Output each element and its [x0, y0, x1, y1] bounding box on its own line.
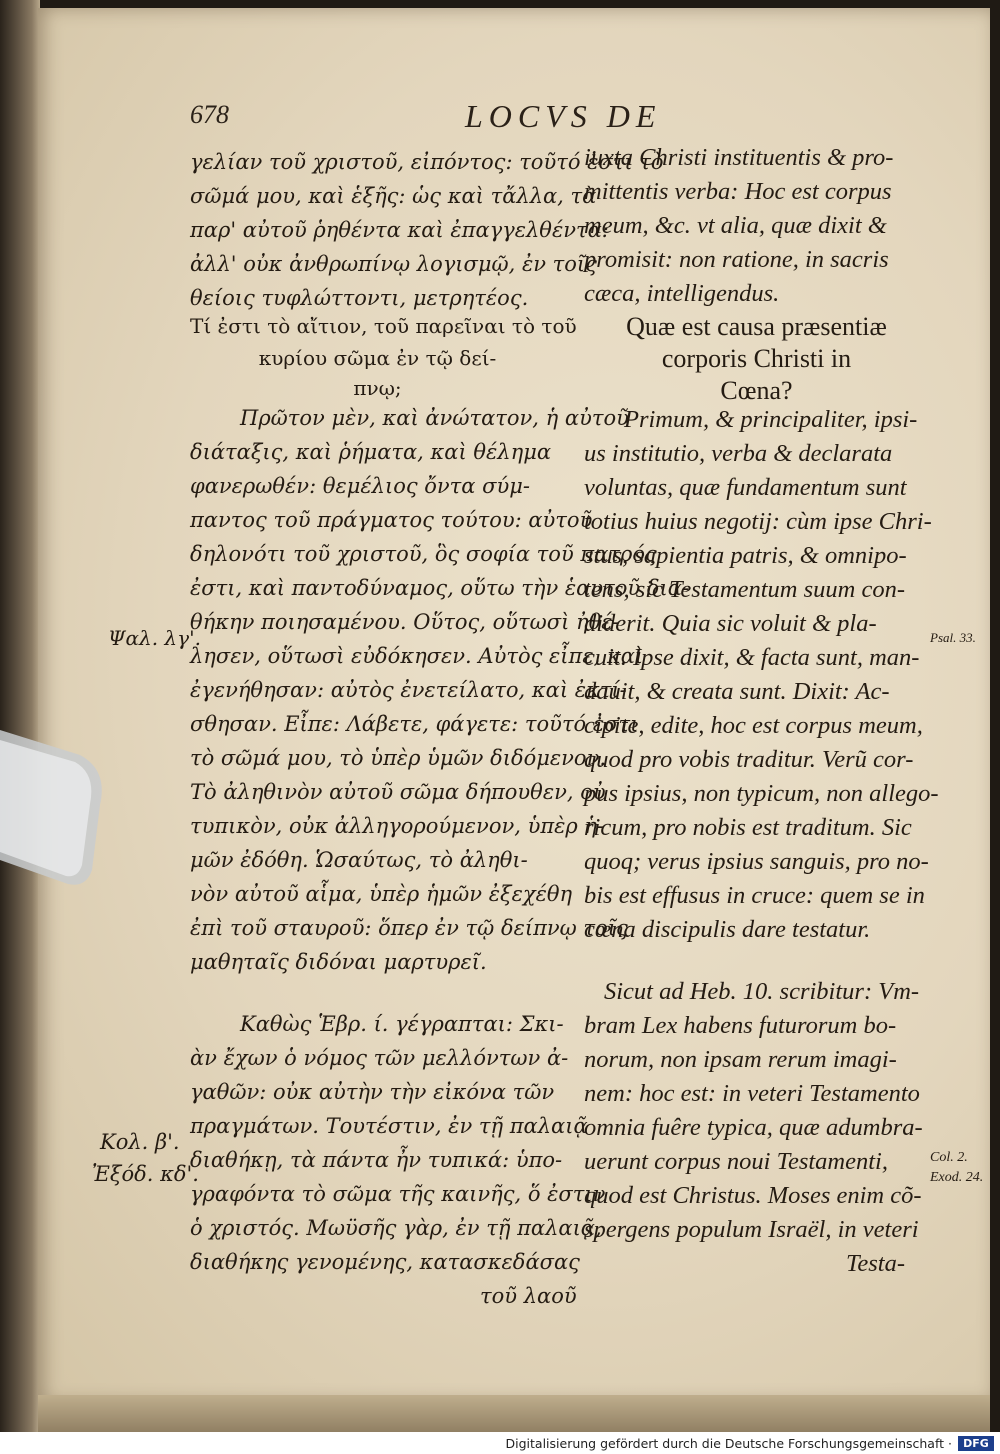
greek-line: Καθὼς Ἑβρ. ί. γέγραπται: Σκι- [240, 1012, 564, 1036]
greek-line: φανερωθέν: θεμέλιος ὄντα σύμ- [190, 474, 530, 498]
latin-line: bram Lex habens futurorum bo- [584, 1012, 897, 1039]
margin-note-psal: Psal. 33. [930, 630, 976, 645]
latin-line: cipite, edite, hoc est corpus meum, [584, 712, 923, 739]
latin-line: pus ipsius, non typicum, non allego- [584, 780, 939, 807]
dfg-logo: DFG [958, 1436, 994, 1451]
margin-note-exod-latin: Exod. 24. [930, 1170, 984, 1185]
latin-line: meum, &c. vt alia, quæ dixit & [584, 212, 887, 239]
latin-line: voluntas, quæ fundamentum sunt [584, 474, 907, 501]
latin-line: stus, sapientia patris, & omnipo- [584, 542, 907, 569]
latin-line: us institutio, verba & declarata [584, 440, 893, 467]
digitization-credit: Digitalisierung gefördert durch die Deutsche Forschungsgemeinschaft · [505, 1436, 952, 1451]
latin-line: cuit. Ipse dixit, & facta sunt, man- [584, 644, 920, 671]
footer-bar [0, 1432, 1000, 1454]
latin-line: mittentis verba: Hoc est corpus [584, 178, 892, 205]
latin-line: norum, non ipsam rerum imagi- [584, 1046, 897, 1073]
running-title: LOCVS DE [465, 98, 662, 134]
latin-section-heading: corporis Christi in [661, 344, 852, 373]
greek-line: ὁ χριστός. Μωϋσῆς γὰρ, ἐν τῇ παλαιᾷ, [190, 1216, 602, 1240]
latin-line: nem: hoc est: in veteri Testamento [584, 1080, 920, 1107]
greek-line: γαθῶν: οὐκ αὐτὴν τὴν εἰκόνα τῶν [190, 1080, 555, 1104]
latin-line: tens, sic Testamentum suum con- [584, 576, 905, 603]
latin-line: iuxta Christi instituentis & pro- [584, 144, 894, 171]
latin-line: quoq; verus ipsius sanguis, pro no- [584, 848, 929, 875]
greek-line: ἐγενήθησαν: αὐτὸς ἐνετείλατο, καὶ ἐκτί- [190, 678, 627, 702]
greek-catchword: τοῦ λαοῦ [480, 1284, 577, 1308]
running-head [0, 100, 1000, 140]
greek-section-heading: Τί ἐστι τὸ αἴτιον, τοῦ παρεῖναι τὸ τοῦ [190, 314, 577, 338]
latin-line: uerunt corpus noui Testamenti, [584, 1148, 888, 1175]
greek-section-heading: κυρίου σῶμα ἐν τῷ δεί- [258, 346, 497, 370]
latin-line: promisit: non ratione, in sacris [584, 246, 889, 273]
greek-line: διάταξις, καὶ ῥήματα, καὶ θέλημα [190, 440, 552, 464]
greek-line: σθησαν. Εἶπε: Λάβετε, φάγετε: τοῦτό ἐστι [190, 712, 639, 736]
latin-line: ricum, pro nobis est traditum. Sic [584, 814, 912, 841]
latin-section-heading: Quæ est causa præsentiæ [626, 312, 887, 341]
latin-line: totius huius negotij: cùm ipse Chri- [584, 508, 932, 535]
latin-line: spergens populum Israël, in veteri [584, 1216, 919, 1243]
greek-line: Τὸ ἀληθινὸν αὐτοῦ σῶμα δήπουθεν, οὐ [190, 780, 606, 804]
greek-line: τυπικὸν, οὐκ ἀλληγορούμενον, ὑπὲρ ἡ- [190, 814, 605, 838]
greek-line: ἀλλ' οὐκ ἀνθρωπίνῳ λογισμῷ, ἐν τοῖς [190, 252, 597, 276]
greek-line: τὸ σῶμά μου, τὸ ὑπὲρ ὑμῶν διδόμενον. [190, 746, 607, 770]
greek-line: διαθήκης γενομένης, κατασκεδάσας [190, 1250, 580, 1274]
page-stack-edge [38, 1395, 990, 1435]
page-number: 678 [190, 100, 229, 129]
greek-line: σῶμά μου, καὶ ἑξῆς: ὡς καὶ τἄλλα, τὰ [190, 184, 597, 208]
greek-line: θήκην ποιησαμένου. Οὕτος, οὕτωσὶ ἠθέ- [190, 610, 620, 634]
latin-line: Sicut ad Heb. 10. scribitur: Vm- [604, 978, 920, 1005]
margin-note-psalm: Ψαλ. λγ'. [108, 626, 201, 650]
greek-line: ὰν ἔχων ὁ νόμος τῶν μελλόντων ἀ- [190, 1046, 569, 1070]
greek-line: θείοις τυφλώττοντι, μετρητέος. [190, 286, 529, 310]
greek-line: Πρῶτον μὲν, καὶ ἀνώτατον, ἡ αὐτοῦ [240, 406, 629, 430]
greek-line: νὸν αὐτοῦ αἷμα, ὑπὲρ ἡμῶν ἐξεχέθη [190, 882, 573, 906]
latin-line: bis est effusus in cruce: quem se in [584, 882, 925, 909]
greek-line: μῶν ἐδόθη. Ὡσαύτως, τὸ ἀληθι- [190, 848, 528, 872]
latin-catchword: Testa- [846, 1250, 906, 1277]
bookmark-clip [0, 700, 110, 890]
greek-line: παντος τοῦ πράγματος τούτου: αὐτοῦ [190, 508, 593, 532]
greek-line: πραγμάτων. Τουτέστιν, ἐν τῇ παλαιᾷ [190, 1114, 588, 1138]
greek-line: ἐστι, καὶ παντοδύναμος, οὕτω τὴν ἑαυτοῦ δια- [190, 576, 689, 600]
latin-line: dauit, & creata sunt. Dixit: Ac- [584, 678, 890, 705]
latin-line: quod pro vobis traditur. Verũ cor- [584, 746, 914, 773]
greek-line: γραφόντα τὸ σῶμα τῆς καινῆς, ὅ ἐστιν [190, 1182, 606, 1206]
margin-note-kol: Κολ. β'. [100, 1130, 180, 1154]
greek-line: δηλονότι τοῦ χριστοῦ, ὃς σοφία τοῦ πατρός [190, 542, 657, 566]
greek-line: γελίαν τοῦ χριστοῦ, εἰπόντος: τοῦτό ἐστι τὸ [190, 150, 664, 174]
latin-line: omnia fuêre typica, quæ adumbra- [584, 1114, 923, 1141]
margin-note-col: Col. 2. [930, 1150, 968, 1165]
greek-line: διαθήκῃ, τὰ πάντα ἦν τυπικά: ὑπο- [190, 1148, 563, 1172]
greek-line: λησεν, οὕτωσὶ εὐδόκησεν. Αὐτὸς εἶπε, καὶ [190, 644, 644, 668]
greek-line: ἐπὶ τοῦ σταυροῦ: ὅπερ ἐν τῷ δείπνῳ τοῖς [190, 916, 628, 940]
latin-line: quod est Christus. Moses enim cõ- [584, 1182, 922, 1209]
greek-line: μαθηταῖς διδόναι μαρτυρεῖ. [190, 950, 487, 974]
latin-section-heading: Cœna? [720, 376, 793, 405]
margin-note-exod: Ἐξόδ. κδ'. [92, 1162, 199, 1186]
latin-line: Primum, & principaliter, ipsi- [624, 406, 918, 433]
latin-line: cœna discipulis dare testatur. [584, 916, 871, 943]
latin-line: cæca, intelligendus. [584, 280, 780, 307]
greek-line: παρ' αὐτοῦ ῥηθέντα καὶ ἐπαγγελθέντα: [190, 218, 609, 242]
latin-line: diderit. Quia sic voluit & pla- [584, 610, 877, 637]
greek-section-heading: πνῳ; [353, 376, 402, 400]
